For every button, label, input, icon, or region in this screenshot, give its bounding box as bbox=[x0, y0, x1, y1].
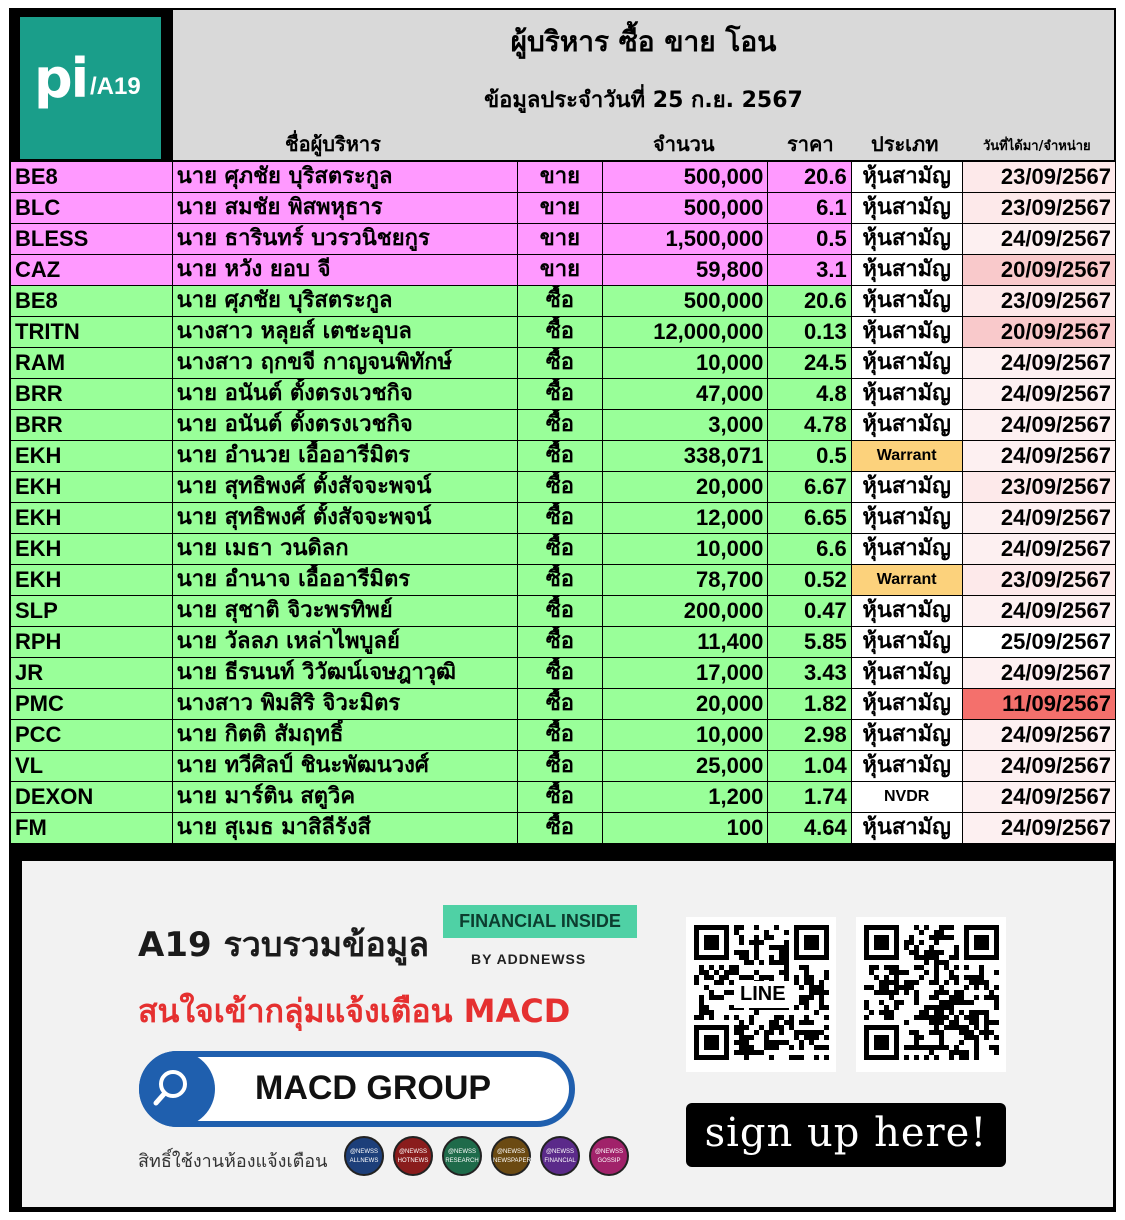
price-cell: 4.64 bbox=[768, 813, 851, 844]
quantity-cell: 3,000 bbox=[603, 410, 768, 441]
quantity-cell: 10,000 bbox=[603, 534, 768, 565]
date-cell: 24/09/2567 bbox=[962, 348, 1115, 379]
date-cell: 24/09/2567 bbox=[962, 596, 1115, 627]
table-row bbox=[11, 162, 1116, 193]
page-subtitle: ข้อมูลประจำวันที่ 25 ก.ย. 2567 bbox=[484, 88, 803, 113]
date-cell: 23/09/2567 bbox=[962, 162, 1115, 193]
channel-badge[interactable] bbox=[589, 1136, 629, 1176]
date-cell: 24/09/2567 bbox=[962, 534, 1115, 565]
ticker-cell: BE8 bbox=[11, 286, 173, 317]
date-cell: 24/09/2567 bbox=[962, 379, 1115, 410]
table-row bbox=[11, 224, 1116, 255]
action-cell: ซื้อ bbox=[517, 658, 602, 689]
security-type-cell: หุ้นสามัญ bbox=[851, 193, 962, 224]
director-name-cell: นาย หวัง ยอบ จี bbox=[172, 255, 517, 286]
macd-group-button[interactable] bbox=[139, 1051, 575, 1127]
table-header bbox=[173, 10, 1114, 160]
table-row bbox=[11, 813, 1116, 844]
ticker-cell: EKH bbox=[11, 565, 173, 596]
date-cell: 20/09/2567 bbox=[962, 255, 1115, 286]
table-row bbox=[11, 379, 1116, 410]
line-qr-code[interactable] bbox=[686, 917, 836, 1072]
security-type-cell: หุ้นสามัญ bbox=[851, 379, 962, 410]
price-cell: 0.5 bbox=[768, 441, 851, 472]
table-row bbox=[11, 720, 1116, 751]
table-row bbox=[11, 348, 1116, 379]
table-row bbox=[11, 627, 1116, 658]
banner-title: A19 รวบรวมข้อมูล bbox=[138, 925, 430, 965]
channel-badge-name: RESEARCH bbox=[445, 1158, 479, 1164]
table-row bbox=[11, 503, 1116, 534]
date-cell: 23/09/2567 bbox=[962, 565, 1115, 596]
security-type-cell: หุ้นสามัญ bbox=[851, 813, 962, 844]
ticker-cell: SLP bbox=[11, 596, 173, 627]
date-cell: 24/09/2567 bbox=[962, 441, 1115, 472]
table-row bbox=[11, 534, 1116, 565]
action-cell: ซื้อ bbox=[517, 534, 602, 565]
director-name-cell: นาย ธีรนนท์ วิวัฒน์เจษฎาวุฒิ bbox=[172, 658, 517, 689]
director-name-cell: นางสาว พิมสิริ จิวะมิตร bbox=[172, 689, 517, 720]
col-header-qty: จำนวน bbox=[653, 132, 715, 156]
logo-a19-text: /A19 bbox=[90, 73, 141, 100]
ticker-cell: EKH bbox=[11, 441, 173, 472]
price-cell: 1.04 bbox=[768, 751, 851, 782]
date-cell: 24/09/2567 bbox=[962, 782, 1115, 813]
price-cell: 0.52 bbox=[768, 565, 851, 596]
price-cell: 6.67 bbox=[768, 472, 851, 503]
quantity-cell: 25,000 bbox=[603, 751, 768, 782]
quantity-cell: 78,700 bbox=[603, 565, 768, 596]
promo-banner bbox=[22, 861, 1113, 1207]
price-cell: 3.1 bbox=[768, 255, 851, 286]
director-name-cell: นาย มาร์ติน สตูวิค bbox=[172, 782, 517, 813]
channel-badge-top: @NEWSS bbox=[447, 1149, 477, 1155]
quantity-cell: 10,000 bbox=[603, 720, 768, 751]
price-cell: 5.85 bbox=[768, 627, 851, 658]
price-cell: 0.47 bbox=[768, 596, 851, 627]
security-type-cell: หุ้นสามัญ bbox=[851, 472, 962, 503]
director-name-cell: นางสาว หลุยส์ เตชะอุบล bbox=[172, 317, 517, 348]
quantity-cell: 12,000,000 bbox=[603, 317, 768, 348]
macd-group-label: MACD GROUP bbox=[255, 1069, 492, 1107]
channel-badge-name: GOSSIP bbox=[597, 1158, 621, 1164]
quantity-cell: 100 bbox=[603, 813, 768, 844]
security-type-cell: หุ้นสามัญ bbox=[851, 534, 962, 565]
quantity-cell: 1,200 bbox=[603, 782, 768, 813]
security-type-cell: หุ้นสามัญ bbox=[851, 410, 962, 441]
action-cell: ซื้อ bbox=[517, 627, 602, 658]
table-row bbox=[11, 782, 1116, 813]
table-row bbox=[11, 565, 1116, 596]
price-cell: 20.6 bbox=[768, 286, 851, 317]
col-header-type: ประเภท bbox=[871, 132, 939, 156]
ticker-cell: FM bbox=[11, 813, 173, 844]
date-cell: 23/09/2567 bbox=[962, 286, 1115, 317]
quantity-cell: 10,000 bbox=[603, 348, 768, 379]
director-name-cell: นาย สุทธิพงศ์ ตั้งสัจจะพจน์ bbox=[172, 472, 517, 503]
ticker-cell: BLESS bbox=[11, 224, 173, 255]
channel-badge-top: @NEWSS bbox=[496, 1149, 526, 1155]
channel-badge-name: ALLNEWS bbox=[349, 1158, 379, 1164]
date-cell: 24/09/2567 bbox=[962, 658, 1115, 689]
quantity-cell: 47,000 bbox=[603, 379, 768, 410]
table-row bbox=[11, 255, 1116, 286]
price-cell: 4.78 bbox=[768, 410, 851, 441]
action-cell: ขาย bbox=[517, 255, 602, 286]
director-name-cell: นาย วัลลภ เหล่าไพบูลย์ bbox=[172, 627, 517, 658]
price-cell: 4.8 bbox=[768, 379, 851, 410]
security-type-cell: หุ้นสามัญ bbox=[851, 627, 962, 658]
ticker-cell: BLC bbox=[11, 193, 173, 224]
table-row bbox=[11, 689, 1116, 720]
director-name-cell: นาย เมธา วนดิลก bbox=[172, 534, 517, 565]
channel-badge-top: @NEWSS bbox=[594, 1149, 624, 1155]
channel-badge[interactable] bbox=[540, 1136, 580, 1176]
director-name-cell: นาย ศุภชัย บุริสตระกูล bbox=[172, 162, 517, 193]
director-name-cell: นาย สุทธิพงศ์ ตั้งสัจจะพจน์ bbox=[172, 503, 517, 534]
action-cell: ซื้อ bbox=[517, 720, 602, 751]
date-cell: 11/09/2567 bbox=[962, 689, 1115, 720]
channel-badge-name: NEWSPAPER bbox=[493, 1158, 531, 1164]
channel-badge-top: @NEWSS bbox=[398, 1149, 428, 1155]
director-name-cell: นาย กิตติ สัมฤทธิ์ bbox=[172, 720, 517, 751]
col-header-date: วันที่ได้มา/จำหน่าย bbox=[983, 139, 1091, 154]
security-type-cell: หุ้นสามัญ bbox=[851, 751, 962, 782]
security-type-cell: หุ้นสามัญ bbox=[851, 658, 962, 689]
quantity-cell: 200,000 bbox=[603, 596, 768, 627]
col-header-price: ราคา bbox=[787, 132, 834, 156]
logo-pi-text: pi bbox=[34, 47, 88, 110]
price-cell: 6.65 bbox=[768, 503, 851, 534]
action-cell: ซื้อ bbox=[517, 379, 602, 410]
quantity-cell: 1,500,000 bbox=[603, 224, 768, 255]
director-name-cell: นาย อำนวย เอื้ออารีมิตร bbox=[172, 441, 517, 472]
action-cell: ซื้อ bbox=[517, 565, 602, 596]
security-type-cell: หุ้นสามัญ bbox=[851, 348, 962, 379]
ticker-cell: PMC bbox=[11, 689, 173, 720]
quantity-cell: 500,000 bbox=[603, 193, 768, 224]
action-cell: ซื้อ bbox=[517, 348, 602, 379]
price-cell: 6.6 bbox=[768, 534, 851, 565]
channel-badge[interactable] bbox=[442, 1136, 482, 1176]
page-title: ผู้บริหาร ซื้อ ขาย โอน bbox=[510, 25, 777, 58]
director-name-cell: นาย ศุภชัย บุริสตระกูล bbox=[172, 286, 517, 317]
director-name-cell: นาย ทวีศิลป์ ชินะพัฒนวงศ์ bbox=[172, 751, 517, 782]
macd-invite-text: สนใจเข้ากลุ่มแจ้งเตือน MACD bbox=[138, 992, 571, 1030]
main-frame bbox=[9, 8, 1116, 1212]
ticker-cell: EKH bbox=[11, 534, 173, 565]
table-row bbox=[11, 751, 1116, 782]
price-cell: 1.74 bbox=[768, 782, 851, 813]
action-cell: ซื้อ bbox=[517, 441, 602, 472]
date-cell: 23/09/2567 bbox=[962, 472, 1115, 503]
security-type-cell: หุ้นสามัญ bbox=[851, 503, 962, 534]
ticker-cell: BRR bbox=[11, 379, 173, 410]
action-cell: ซื้อ bbox=[517, 689, 602, 720]
director-name-cell: นางสาว ฤกขจี กาญจนพิทักษ์ bbox=[172, 348, 517, 379]
ticker-cell: JR bbox=[11, 658, 173, 689]
table-row bbox=[11, 193, 1116, 224]
ticker-cell: EKH bbox=[11, 503, 173, 534]
table-row bbox=[11, 286, 1116, 317]
channel-badge-top: @NEWSS bbox=[545, 1149, 575, 1155]
security-type-cell: หุ้นสามัญ bbox=[851, 720, 962, 751]
ticker-cell: RPH bbox=[11, 627, 173, 658]
quantity-cell: 17,000 bbox=[603, 658, 768, 689]
price-cell: 1.82 bbox=[768, 689, 851, 720]
action-cell: ซื้อ bbox=[517, 596, 602, 627]
table-row bbox=[11, 472, 1116, 503]
ticker-cell: RAM bbox=[11, 348, 173, 379]
ticker-cell: BRR bbox=[11, 410, 173, 441]
channel-badge[interactable] bbox=[491, 1136, 531, 1176]
col-header-name: ชื่อผู้บริหาร bbox=[285, 132, 381, 156]
date-cell: 24/09/2567 bbox=[962, 224, 1115, 255]
ticker-cell: BE8 bbox=[11, 162, 173, 193]
quantity-cell: 500,000 bbox=[603, 162, 768, 193]
quantity-cell: 20,000 bbox=[603, 472, 768, 503]
director-name-cell: นาย สุเมธ มาสิลีรังสี bbox=[172, 813, 517, 844]
action-cell: ซื้อ bbox=[517, 472, 602, 503]
date-cell: 24/09/2567 bbox=[962, 813, 1115, 844]
table-row bbox=[11, 441, 1116, 472]
security-type-cell: หุ้นสามัญ bbox=[851, 162, 962, 193]
date-cell: 20/09/2567 bbox=[962, 317, 1115, 348]
security-type-cell: หุ้นสามัญ bbox=[851, 286, 962, 317]
action-cell: ซื้อ bbox=[517, 751, 602, 782]
channel-badge-top: @NEWSS bbox=[349, 1149, 379, 1155]
date-cell: 24/09/2567 bbox=[962, 751, 1115, 782]
line-qr-label: LINE bbox=[734, 981, 792, 1008]
pi-a19-logo bbox=[19, 16, 162, 160]
ticker-cell: PCC bbox=[11, 720, 173, 751]
security-type-cell: Warrant bbox=[851, 441, 962, 472]
security-type-cell: หุ้นสามัญ bbox=[851, 317, 962, 348]
security-type-cell: หุ้นสามัญ bbox=[851, 255, 962, 286]
price-cell: 20.6 bbox=[768, 162, 851, 193]
ticker-cell: DEXON bbox=[11, 782, 173, 813]
date-cell: 25/09/2567 bbox=[962, 627, 1115, 658]
quantity-cell: 59,800 bbox=[603, 255, 768, 286]
director-name-cell: นาย อนันต์ ตั้งตรงเวชกิจ bbox=[172, 379, 517, 410]
price-cell: 0.13 bbox=[768, 317, 851, 348]
sign-up-button[interactable]: sign up here! bbox=[686, 1103, 1006, 1167]
quantity-cell: 500,000 bbox=[603, 286, 768, 317]
transactions-table bbox=[10, 161, 1116, 844]
quantity-cell: 12,000 bbox=[603, 503, 768, 534]
financial-inside-badge: FINANCIAL INSIDE bbox=[443, 905, 637, 938]
price-cell: 24.5 bbox=[768, 348, 851, 379]
date-cell: 24/09/2567 bbox=[962, 410, 1115, 441]
price-cell: 2.98 bbox=[768, 720, 851, 751]
action-cell: ขาย bbox=[517, 224, 602, 255]
director-name-cell: นาย สุชาติ จิวะพรทิพย์ bbox=[172, 596, 517, 627]
table-row bbox=[11, 410, 1116, 441]
date-cell: 24/09/2567 bbox=[962, 503, 1115, 534]
ticker-cell: EKH bbox=[11, 472, 173, 503]
channel-badge-name: FINANCIAL bbox=[544, 1158, 576, 1164]
director-name-cell: นาย สมชัย พิสพหุธาร bbox=[172, 193, 517, 224]
price-cell: 0.5 bbox=[768, 224, 851, 255]
quantity-cell: 338,071 bbox=[603, 441, 768, 472]
action-cell: ซื้อ bbox=[517, 782, 602, 813]
action-cell: ซื้อ bbox=[517, 317, 602, 348]
channel-badge[interactable] bbox=[393, 1136, 433, 1176]
date-cell: 24/09/2567 bbox=[962, 720, 1115, 751]
security-type-cell: NVDR bbox=[851, 782, 962, 813]
action-cell: ซื้อ bbox=[517, 503, 602, 534]
action-cell: ซื้อ bbox=[517, 410, 602, 441]
quantity-cell: 11,400 bbox=[603, 627, 768, 658]
channel-badge[interactable] bbox=[344, 1136, 384, 1176]
search-icon bbox=[139, 1051, 215, 1127]
ticker-cell: VL bbox=[11, 751, 173, 782]
action-cell: ขาย bbox=[517, 162, 602, 193]
rights-label: สิทธิ์ใช้งานห้องแจ้งเตือน bbox=[138, 1151, 328, 1172]
channel-badge-name: HOTNEWS bbox=[397, 1158, 429, 1164]
director-name-cell: นาย ธารินทร์ บวรวนิชยกูร bbox=[172, 224, 517, 255]
table-row bbox=[11, 596, 1116, 627]
by-addnewss-label: BY ADDNEWSS bbox=[471, 951, 587, 967]
action-cell: ซื้อ bbox=[517, 813, 602, 844]
price-cell: 6.1 bbox=[768, 193, 851, 224]
director-name-cell: นาย อนันต์ ตั้งตรงเวชกิจ bbox=[172, 410, 517, 441]
security-type-cell: หุ้นสามัญ bbox=[851, 689, 962, 720]
security-type-cell: หุ้นสามัญ bbox=[851, 224, 962, 255]
security-type-cell: Warrant bbox=[851, 565, 962, 596]
price-cell: 3.43 bbox=[768, 658, 851, 689]
director-name-cell: นาย อำนาจ เอื้ออารีมิตร bbox=[172, 565, 517, 596]
security-type-cell: หุ้นสามัญ bbox=[851, 596, 962, 627]
table-row bbox=[11, 317, 1116, 348]
ticker-cell: CAZ bbox=[11, 255, 173, 286]
action-cell: ซื้อ bbox=[517, 286, 602, 317]
table-row bbox=[11, 658, 1116, 689]
signup-qr-code[interactable] bbox=[856, 917, 1006, 1072]
date-cell: 23/09/2567 bbox=[962, 193, 1115, 224]
quantity-cell: 20,000 bbox=[603, 689, 768, 720]
action-cell: ขาย bbox=[517, 193, 602, 224]
ticker-cell: TRITN bbox=[11, 317, 173, 348]
